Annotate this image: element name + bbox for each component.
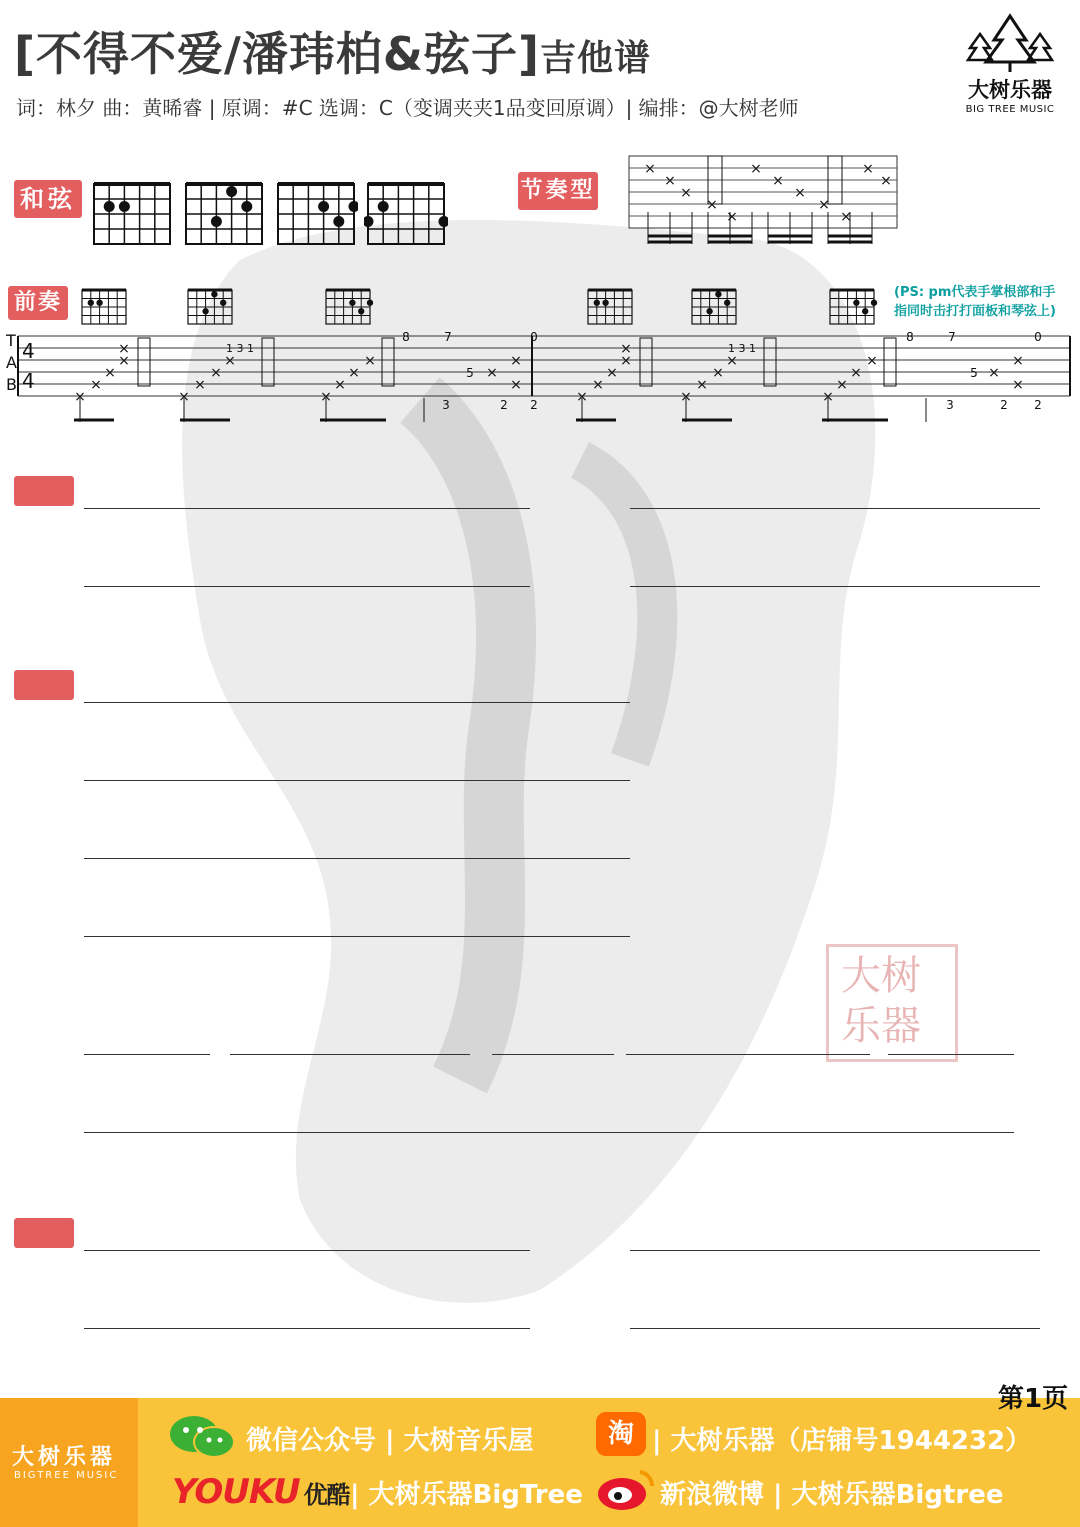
seal-stamp (826, 944, 958, 1062)
strum-mark: × (664, 173, 676, 189)
footer-wechat[interactable]: 微信公众号 | 大树音乐屋 (246, 1426, 534, 1456)
finger-dot (862, 308, 868, 314)
strum-mark: × (772, 173, 784, 189)
tab-x-mark: × (348, 365, 360, 381)
brand-logo (950, 12, 1070, 115)
intro-tab-staff (4, 318, 1074, 448)
finger-dot (871, 300, 877, 306)
song-title: [不得不爱/潘玮柏&弦子] (14, 27, 540, 81)
strum-mark: × (840, 209, 852, 225)
chord-diagram-em (90, 168, 174, 250)
tab-chord-box (764, 338, 776, 386)
finger-dot (349, 201, 359, 212)
song-meta: 词：林夕 曲：黄晞睿 | 原调：#C 选调：C（变调夹夹1品变回原调）| 编排：@大树老师 (16, 96, 799, 120)
tab-fret-number: 2 (1000, 398, 1008, 412)
strum-mark: × (680, 185, 692, 201)
finger-dot (853, 300, 859, 306)
logo-en: BIG TREE MUSIC (965, 104, 1055, 115)
rhythm-pattern-figure (628, 152, 900, 254)
tab-x-mark: × (836, 377, 848, 393)
strum-mark: × (750, 161, 762, 177)
tab-chord-box (382, 338, 394, 386)
tab-label-t: T (6, 331, 16, 350)
rhythm-tag: 节奏型 (518, 172, 598, 210)
chords-tag: 和弦 (14, 180, 82, 218)
chord-underline (626, 1054, 870, 1055)
finger-dot (378, 201, 389, 212)
page-number: 第1页 (998, 1384, 1069, 1414)
finger-dot (358, 308, 364, 314)
finger-dot (349, 300, 355, 306)
youku-logo-text: YOUKU (172, 1472, 300, 1512)
finger-dot (96, 300, 102, 306)
tab-fret-number: 2 (500, 398, 508, 412)
chord-underline (84, 702, 630, 703)
chord-underline (84, 586, 530, 587)
tab-x-mark: × (334, 377, 346, 393)
chord-underline (230, 1054, 470, 1055)
chord-diagram-g (364, 168, 448, 250)
tab-fret-number: 2 (530, 398, 538, 412)
tab-chord-box (884, 338, 896, 386)
tab-x-mark: × (486, 365, 498, 381)
chord-underline (84, 1250, 530, 1251)
strum-mark: × (726, 209, 738, 225)
tab-x-mark: × (224, 353, 236, 369)
page-title (14, 18, 651, 84)
footer-weibo[interactable]: 新浪微博 | 大树乐器Bigtree (660, 1480, 1004, 1510)
logo-name: 大树乐器 (968, 78, 1052, 102)
strum-mark: × (706, 197, 718, 213)
ps-note-line-2: 指同时击打打面板和琴弦上) (894, 304, 1056, 319)
strum-mark: × (818, 197, 830, 213)
finger-dot (104, 201, 115, 212)
tab-x-mark: × (822, 389, 834, 405)
chord-underline (492, 1054, 614, 1055)
tab-x-mark: × (696, 377, 708, 393)
tab-chord-box (640, 338, 652, 386)
tab-x-mark: × (988, 365, 1000, 381)
section-tag (14, 476, 74, 506)
chord-underline (630, 1328, 1040, 1329)
footer-youku[interactable]: | 大树乐器BigTree (350, 1480, 583, 1510)
chord-underline (630, 586, 1040, 587)
time-sig-top: 4 (22, 339, 35, 363)
tab-fret-number: 7 (444, 330, 452, 344)
stamp-text: 大树乐器 (841, 953, 921, 1049)
tab-x-mark: × (104, 365, 116, 381)
taobao-icon: 淘 (596, 1412, 646, 1456)
ps-note (894, 283, 1056, 321)
tab-label-a: A (6, 353, 17, 372)
tab-fret-number: 0 (530, 330, 538, 344)
tab-x-mark: × (712, 365, 724, 381)
tab-x-mark: × (592, 377, 604, 393)
footer-brand-tile (0, 1398, 138, 1527)
tab-fret-number: 0 (1034, 330, 1042, 344)
tab-fret-number: 5 (466, 366, 474, 380)
youku-logo (172, 1472, 350, 1512)
chord-diagram-d (274, 168, 358, 250)
footer-banner (0, 1398, 1080, 1527)
tab-fret-number: 3 (946, 398, 954, 412)
tab-x-mark: × (364, 353, 376, 369)
finger-dot (318, 201, 329, 212)
tab-x-mark: × (866, 353, 878, 369)
strum-mark: × (862, 161, 874, 177)
tab-x-mark: × (726, 353, 738, 369)
finger-dot (211, 291, 217, 297)
tab-fret-number: 3 (442, 398, 450, 412)
section-tag (14, 670, 74, 700)
tab-fret-number: 2 (1034, 398, 1042, 412)
chord-underline (84, 780, 630, 781)
tab-x-mark: × (680, 389, 692, 405)
tab-x-mark: × (1012, 377, 1024, 393)
finger-dot (706, 308, 712, 314)
strum-mark: × (644, 161, 656, 177)
chord-underline (84, 1328, 530, 1329)
youku-cn: 优酷 (303, 1481, 350, 1509)
tab-x-mark: × (194, 377, 206, 393)
finger-dot (594, 300, 600, 306)
strum-mark: × (794, 185, 806, 201)
tab-x-mark: × (510, 353, 522, 369)
finger-dot (333, 216, 344, 227)
tab-fret-number: 5 (970, 366, 978, 380)
tab-x-mark: × (74, 389, 86, 405)
chord-underline (84, 1132, 1014, 1133)
finger-dot (602, 300, 608, 306)
finger-dot (241, 201, 252, 212)
finger-dot (211, 216, 222, 227)
title-suffix: 吉他谱 (539, 38, 651, 79)
tree-logo-icon (960, 12, 1060, 74)
tab-x-mark: × (118, 353, 130, 369)
tab-label-b: B (6, 375, 17, 394)
strum-mark: × (880, 173, 892, 189)
chord-underline (84, 508, 530, 509)
tab-x-mark: × (210, 365, 222, 381)
chord-underline (84, 858, 630, 859)
tab-fret-number: 8 (402, 330, 410, 344)
finger-dot (202, 308, 208, 314)
chord-underline (84, 1054, 210, 1055)
chord-underline (630, 1250, 1040, 1251)
finger-dot (439, 216, 449, 227)
ps-note-line-1: (PS: pm代表手掌根部和手 (894, 285, 1056, 300)
intro-tag: 前奏 (8, 286, 68, 320)
finger-dot (226, 186, 237, 197)
finger-dot (367, 300, 373, 306)
chord-diagram-am7 (182, 168, 266, 250)
hp-fret-numbers: 1 3 1 (728, 342, 756, 355)
finger-dot (364, 216, 374, 227)
tab-x-mark: × (850, 365, 862, 381)
footer-brand-name: 大树乐器 (12, 1445, 117, 1470)
footer-taobao[interactable]: | 大树乐器（店铺号1944232） (652, 1426, 1032, 1456)
tab-x-mark: × (320, 389, 332, 405)
finger-dot (715, 291, 721, 297)
tab-fret-number: 8 (906, 330, 914, 344)
chord-underline (888, 1054, 1014, 1055)
tab-fret-number: 7 (948, 330, 956, 344)
tab-x-mark: × (1012, 353, 1024, 369)
tab-chord-box (262, 338, 274, 386)
chord-underline (630, 508, 1040, 509)
wechat-icon (168, 1414, 236, 1460)
footer-brand-en: BIGTREE MUSIC (14, 1470, 119, 1481)
tab-x-mark: × (620, 341, 632, 357)
hp-fret-numbers: 1 3 1 (226, 342, 254, 355)
tab-x-mark: × (606, 365, 618, 381)
time-sig-bottom: 4 (22, 369, 35, 393)
tab-x-mark: × (576, 389, 588, 405)
tab-x-mark: × (178, 389, 190, 405)
finger-dot (220, 300, 226, 306)
tab-chord-box (138, 338, 150, 386)
finger-dot (724, 300, 730, 306)
tab-x-mark: × (90, 377, 102, 393)
weibo-icon (596, 1466, 656, 1514)
tab-x-mark: × (620, 353, 632, 369)
finger-dot (88, 300, 94, 306)
tab-x-mark: × (118, 341, 130, 357)
tab-x-mark: × (510, 377, 522, 393)
finger-dot (119, 201, 130, 212)
chord-underline (84, 936, 630, 937)
section-tag (14, 1218, 74, 1248)
